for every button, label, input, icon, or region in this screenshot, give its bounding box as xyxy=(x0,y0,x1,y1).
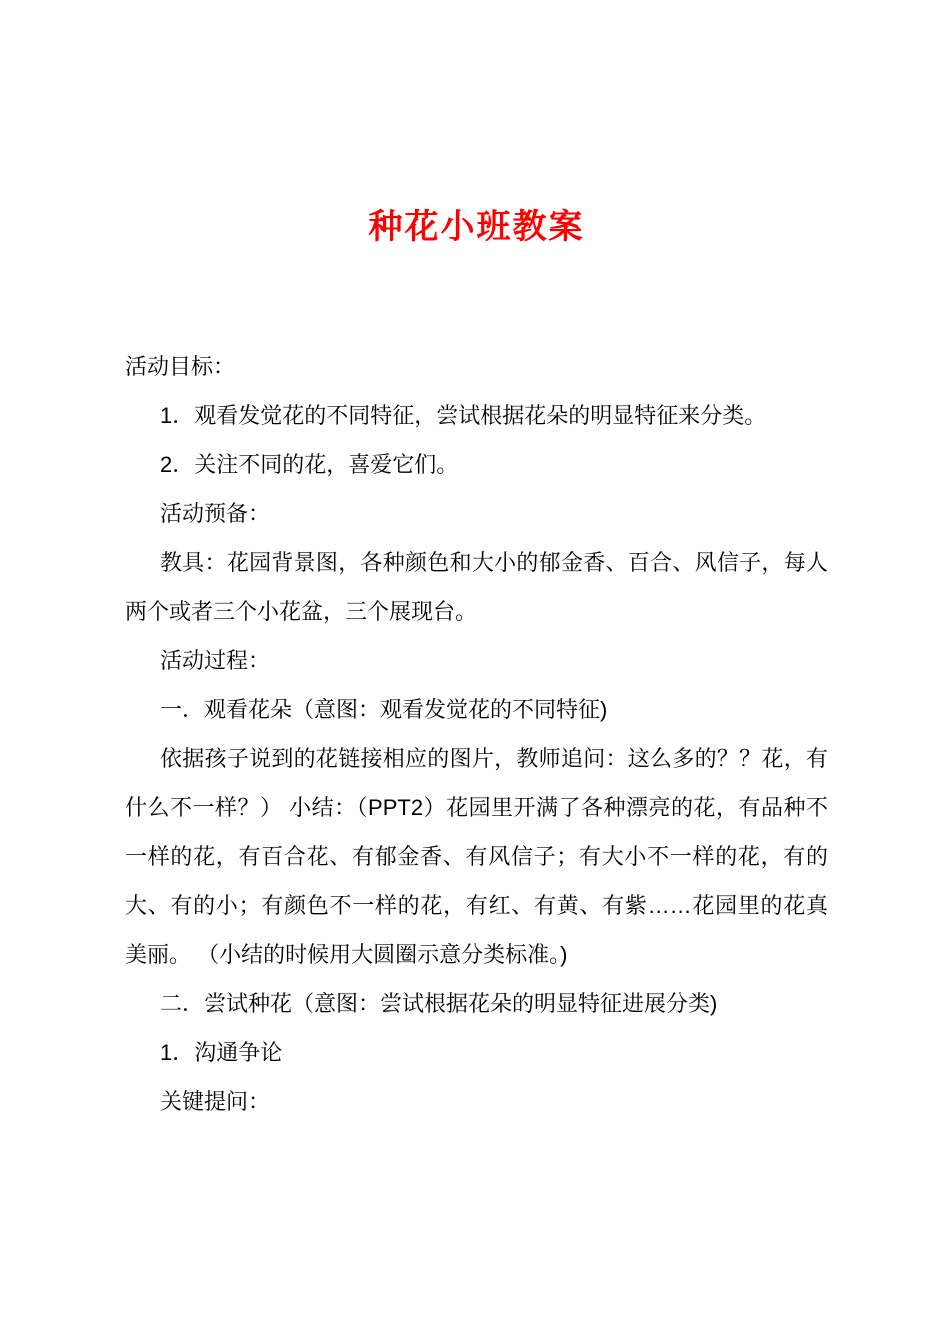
paragraph: 1．观看发觉花的不同特征，尝试根据花朵的明显特征来分类。 xyxy=(160,403,767,429)
paragraph: 2．关注不同的花，喜爱它们。 xyxy=(160,452,459,478)
paragraph: 依据孩子说到的花链接相应的图片，教师追问：这么多的？？花，有什么不一样？） 小结：（PPT2）花园里开满了各种漂亮的花，有品种不一样的花，有百合花、有郁金香、有风信子；有大小不一样的花，有的大、有的小；有颜色不一样的花，有红、有黄、有紫……花园里的花真美丽。 （小结的时候用大圆圈示意分类标准。) xyxy=(125,746,828,968)
paragraph: 二．尝试种花（意图：尝试根据花朵的明显特征进展分类) xyxy=(160,991,718,1017)
paragraph: 活动目标： xyxy=(125,354,236,380)
paragraph: 活动过程： xyxy=(160,648,271,674)
document-title: 种花小班教案 xyxy=(368,208,585,246)
paragraph: 教具：花园背景图，各种颜色和大小的郁金香、百合、风信子，每人两个或者三个小花盆，三个展现台。 xyxy=(125,550,828,625)
paragraph: 关键提问： xyxy=(160,1089,271,1115)
paragraph: 1．沟通争论 xyxy=(160,1040,283,1066)
paragraph: 一．观看花朵（意图：观看发觉花的不同特征) xyxy=(160,697,608,723)
document-body xyxy=(125,342,828,1126)
paragraph: 活动预备： xyxy=(160,501,271,527)
